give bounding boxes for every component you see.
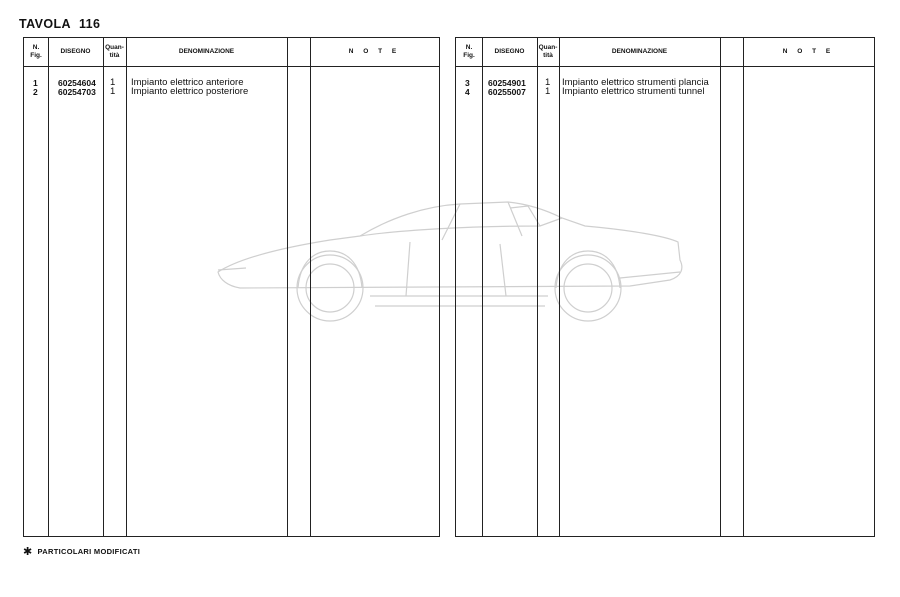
part-name: Impianto elettrico strumenti plancia bbox=[562, 77, 709, 88]
col-header-quantity: Quan- tità bbox=[105, 44, 124, 59]
drawing-number: 60254703 bbox=[58, 87, 96, 97]
col-header-name: DENOMINAZIONE bbox=[178, 48, 235, 55]
part-name: Impianto elettrico posteriore bbox=[131, 86, 249, 97]
fig-number: 1 bbox=[33, 78, 38, 88]
fig-number: 2 bbox=[33, 87, 38, 97]
table-row bbox=[24, 87, 439, 97]
asterisk-icon: ✱ bbox=[23, 546, 33, 558]
col-header-drawing: DISEGNO bbox=[60, 48, 91, 55]
part-name: Impianto elettrico strumenti tunnel bbox=[562, 86, 705, 97]
page-title-label: TAVOLA bbox=[19, 17, 71, 31]
col-header-notes: N O T E bbox=[348, 48, 401, 55]
col-header-fig: N. Fig. bbox=[463, 44, 475, 59]
parts-table-left bbox=[23, 37, 440, 537]
drawing-number: 60255007 bbox=[488, 87, 526, 97]
fig-number: 3 bbox=[465, 78, 470, 88]
part-name: Impianto elettrico anteriore bbox=[131, 77, 244, 88]
quantity: 1 bbox=[545, 77, 551, 88]
page-title bbox=[19, 17, 100, 31]
quantity: 1 bbox=[545, 86, 551, 97]
footnote bbox=[23, 545, 140, 558]
col-header-fig: N. Fig. bbox=[30, 44, 42, 59]
drawing-number: 60254901 bbox=[488, 78, 526, 88]
drawing-number: 60254604 bbox=[58, 78, 96, 88]
fig-number: 4 bbox=[465, 87, 470, 97]
footnote-text: PARTICOLARI MODIFICATI bbox=[37, 547, 141, 556]
quantity: 1 bbox=[110, 86, 116, 97]
quantity: 1 bbox=[110, 77, 116, 88]
page-title-number: 116 bbox=[78, 17, 101, 31]
col-header-drawing: DISEGNO bbox=[494, 48, 525, 55]
col-header-notes: N O T E bbox=[782, 48, 835, 55]
col-header-name: DENOMINAZIONE bbox=[611, 48, 668, 55]
col-header-quantity: Quan- tità bbox=[538, 44, 558, 59]
parts-table-right bbox=[455, 37, 875, 537]
table-row bbox=[456, 87, 874, 97]
